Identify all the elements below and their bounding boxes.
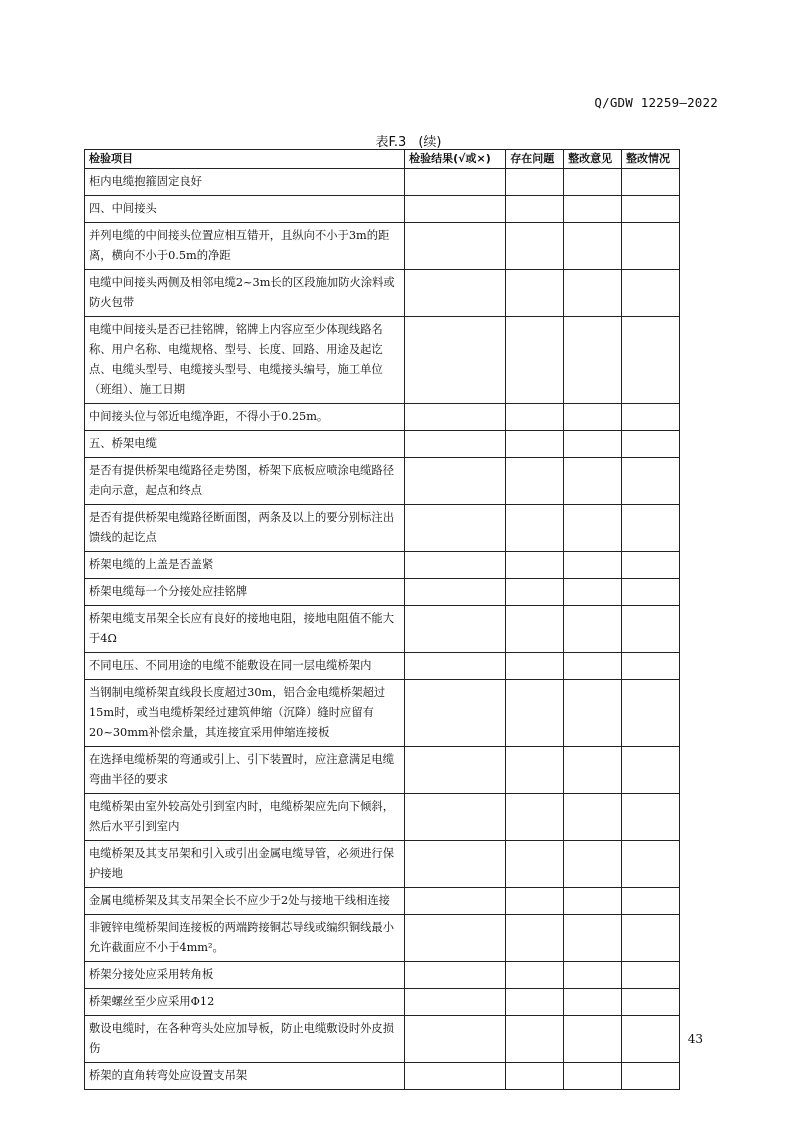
result-cell[interactable] bbox=[405, 579, 506, 606]
table-header-row bbox=[85, 150, 680, 169]
status-cell[interactable] bbox=[622, 169, 680, 196]
result-cell[interactable] bbox=[405, 505, 506, 552]
advice-cell[interactable] bbox=[564, 1063, 622, 1090]
issue-cell[interactable] bbox=[506, 606, 564, 653]
table-title-continued: (续) bbox=[418, 135, 442, 150]
issue-cell[interactable] bbox=[506, 962, 564, 989]
advice-cell[interactable] bbox=[564, 270, 622, 317]
inspection-item-cell: 电缆桥架由室外较高处引到室内时，电缆桥架应先向下倾斜，然后水平引到室内 bbox=[85, 794, 405, 841]
table-row bbox=[85, 841, 680, 888]
table-row bbox=[85, 317, 680, 404]
table-row bbox=[85, 606, 680, 653]
status-cell[interactable] bbox=[622, 196, 680, 223]
issue-cell[interactable] bbox=[506, 431, 564, 458]
status-cell[interactable] bbox=[622, 653, 680, 680]
inspection-item-cell: 是否有提供桥架电缆路径走势图，桥架下底板应喷涂电缆路径走向示意，起点和终点 bbox=[85, 458, 405, 505]
page-number: 43 bbox=[687, 1032, 703, 1046]
result-cell[interactable] bbox=[405, 1016, 506, 1063]
status-cell[interactable] bbox=[622, 680, 680, 747]
result-cell[interactable] bbox=[405, 169, 506, 196]
table-row bbox=[85, 579, 680, 606]
advice-cell[interactable] bbox=[564, 458, 622, 505]
table-row bbox=[85, 1016, 680, 1063]
result-cell[interactable] bbox=[405, 747, 506, 794]
result-cell[interactable] bbox=[405, 458, 506, 505]
issue-cell[interactable] bbox=[506, 505, 564, 552]
status-cell[interactable] bbox=[622, 888, 680, 915]
inspection-item-cell: 桥架电缆的上盖是否盖紧 bbox=[85, 552, 405, 579]
result-cell[interactable] bbox=[405, 653, 506, 680]
inspection-item-cell: 金属电缆桥架及其支吊架全长不应少于2处与接地干线相连接 bbox=[85, 888, 405, 915]
status-cell[interactable] bbox=[622, 505, 680, 552]
table-row bbox=[85, 270, 680, 317]
header-existing-issue: 存在问题 bbox=[506, 150, 564, 169]
result-cell[interactable] bbox=[405, 962, 506, 989]
result-cell[interactable] bbox=[405, 1063, 506, 1090]
issue-cell[interactable] bbox=[506, 989, 564, 1016]
table-row bbox=[85, 888, 680, 915]
status-cell[interactable] bbox=[622, 579, 680, 606]
inspection-item-cell: 非镀锌电缆桥架间连接板的两端跨接铜芯导线或编织铜线最小允许截面应不小于4mm²。 bbox=[85, 915, 405, 962]
advice-cell[interactable] bbox=[564, 680, 622, 747]
result-cell[interactable] bbox=[405, 404, 506, 431]
inspection-item-cell: 电缆中间接头是否已挂铭牌，铭牌上内容应至少体现线路名称、用户名称、电缆规格、型号、长度、回路、用途及起讫点、电缆头型号、电缆接头型号、电缆接头编号，施工单位（班组）、施工日期 bbox=[85, 317, 405, 404]
inspection-item-cell: 电缆桥架及其支吊架和引入或引出金属电缆导管，必须进行保护接地 bbox=[85, 841, 405, 888]
status-cell[interactable] bbox=[622, 1063, 680, 1090]
table-row bbox=[85, 431, 680, 458]
issue-cell[interactable] bbox=[506, 458, 564, 505]
advice-cell[interactable] bbox=[564, 841, 622, 888]
status-cell[interactable] bbox=[622, 1016, 680, 1063]
status-cell[interactable] bbox=[622, 794, 680, 841]
table-row bbox=[85, 404, 680, 431]
inspection-table bbox=[84, 149, 680, 1090]
issue-cell[interactable] bbox=[506, 888, 564, 915]
table-title bbox=[0, 131, 793, 150]
status-cell[interactable] bbox=[622, 458, 680, 505]
advice-cell[interactable] bbox=[564, 404, 622, 431]
table-row bbox=[85, 196, 680, 223]
table-row bbox=[85, 653, 680, 680]
issue-cell[interactable] bbox=[506, 1016, 564, 1063]
result-cell[interactable] bbox=[405, 794, 506, 841]
table-row bbox=[85, 680, 680, 747]
status-cell[interactable] bbox=[622, 404, 680, 431]
result-cell[interactable] bbox=[405, 989, 506, 1016]
issue-cell[interactable] bbox=[506, 552, 564, 579]
table-row bbox=[85, 794, 680, 841]
header-rectification-status: 整改情况 bbox=[622, 150, 680, 169]
result-cell[interactable] bbox=[405, 196, 506, 223]
inspection-item-cell: 桥架分接处应采用转角板 bbox=[85, 962, 405, 989]
inspection-item-cell: 桥架的直角转弯处应设置支吊架 bbox=[85, 1063, 405, 1090]
advice-cell[interactable] bbox=[564, 505, 622, 552]
advice-cell[interactable] bbox=[564, 915, 622, 962]
table-row bbox=[85, 915, 680, 962]
table-body bbox=[85, 169, 680, 1090]
result-cell[interactable] bbox=[405, 552, 506, 579]
advice-cell[interactable] bbox=[564, 552, 622, 579]
status-cell[interactable] bbox=[622, 915, 680, 962]
result-cell[interactable] bbox=[405, 915, 506, 962]
result-cell[interactable] bbox=[405, 431, 506, 458]
advice-cell[interactable] bbox=[564, 196, 622, 223]
issue-cell[interactable] bbox=[506, 680, 564, 747]
table-row bbox=[85, 552, 680, 579]
table-row bbox=[85, 747, 680, 794]
advice-cell[interactable] bbox=[564, 962, 622, 989]
status-cell[interactable] bbox=[622, 841, 680, 888]
issue-cell[interactable] bbox=[506, 223, 564, 270]
advice-cell[interactable] bbox=[564, 317, 622, 404]
issue-cell[interactable] bbox=[506, 747, 564, 794]
status-cell[interactable] bbox=[622, 317, 680, 404]
status-cell[interactable] bbox=[622, 989, 680, 1016]
table-row bbox=[85, 505, 680, 552]
issue-cell[interactable] bbox=[506, 169, 564, 196]
inspection-item-cell: 桥架电缆支吊架全长应有良好的接地电阻，接地电阻值不能大于4Ω bbox=[85, 606, 405, 653]
inspection-item-cell: 桥架电缆每一个分接处应挂铭牌 bbox=[85, 579, 405, 606]
status-cell[interactable] bbox=[622, 223, 680, 270]
inspection-item-cell: 电缆中间接头两侧及相邻电缆2~3m长的区段施加防火涂料或防火包带 bbox=[85, 270, 405, 317]
status-cell[interactable] bbox=[622, 552, 680, 579]
issue-cell[interactable] bbox=[506, 841, 564, 888]
inspection-item-cell: 是否有提供桥架电缆路径断面图，两条及以上的要分别标注出馈线的起讫点 bbox=[85, 505, 405, 552]
table-row bbox=[85, 962, 680, 989]
table-row bbox=[85, 989, 680, 1016]
advice-cell[interactable] bbox=[564, 888, 622, 915]
issue-cell[interactable] bbox=[506, 1063, 564, 1090]
advice-cell[interactable] bbox=[564, 653, 622, 680]
advice-cell[interactable] bbox=[564, 794, 622, 841]
advice-cell[interactable] bbox=[564, 431, 622, 458]
issue-cell[interactable] bbox=[506, 317, 564, 404]
table-row bbox=[85, 169, 680, 196]
table-title-label: 表F.3 bbox=[375, 135, 407, 150]
result-cell[interactable] bbox=[405, 606, 506, 653]
inspection-item-cell: 柜内电缆抱箍固定良好 bbox=[85, 169, 405, 196]
status-cell[interactable] bbox=[622, 431, 680, 458]
issue-cell[interactable] bbox=[506, 404, 564, 431]
result-cell[interactable] bbox=[405, 841, 506, 888]
inspection-item-cell: 敷设电缆时，在各种弯头处应加导板，防止电缆敷设时外皮损伤 bbox=[85, 1016, 405, 1063]
issue-cell[interactable] bbox=[506, 579, 564, 606]
issue-cell[interactable] bbox=[506, 653, 564, 680]
table-row bbox=[85, 223, 680, 270]
header-inspection-item: 检验项目 bbox=[85, 150, 405, 169]
inspection-item-cell: 当钢制电缆桥架直线段长度超过30m，铝合金电缆桥架超过15m时，或当电缆桥架经过建筑伸缩（沉降）缝时应留有20~30mm补偿余量，其连接宜采用伸缩连接板 bbox=[85, 680, 405, 747]
header-inspection-result: 检验结果(√或×) bbox=[405, 150, 506, 169]
status-cell[interactable] bbox=[622, 606, 680, 653]
issue-cell[interactable] bbox=[506, 794, 564, 841]
table-row bbox=[85, 1063, 680, 1090]
issue-cell[interactable] bbox=[506, 196, 564, 223]
advice-cell[interactable] bbox=[564, 606, 622, 653]
result-cell[interactable] bbox=[405, 888, 506, 915]
status-cell[interactable] bbox=[622, 962, 680, 989]
table-row bbox=[85, 458, 680, 505]
advice-cell[interactable] bbox=[564, 747, 622, 794]
issue-cell[interactable] bbox=[506, 270, 564, 317]
result-cell[interactable] bbox=[405, 270, 506, 317]
inspection-item-cell: 四、中间接头 bbox=[85, 196, 405, 223]
status-cell[interactable] bbox=[622, 270, 680, 317]
inspection-item-cell: 在选择电缆桥架的弯通或引上、引下装置时，应注意满足电缆弯曲半径的要求 bbox=[85, 747, 405, 794]
inspection-item-cell: 五、桥架电缆 bbox=[85, 431, 405, 458]
advice-cell[interactable] bbox=[564, 169, 622, 196]
inspection-item-cell: 桥架螺丝至少应采用Φ12 bbox=[85, 989, 405, 1016]
header-rectification-advice: 整改意见 bbox=[564, 150, 622, 169]
inspection-item-cell: 并列电缆的中间接头位置应相互错开，且纵向不小于3m的距离，横向不小于0.5m的净距 bbox=[85, 223, 405, 270]
inspection-item-cell: 不同电压、不同用途的电缆不能敷设在同一层电缆桥架内 bbox=[85, 653, 405, 680]
document-code: Q/GDW 12259—2022 bbox=[594, 95, 718, 110]
status-cell[interactable] bbox=[622, 747, 680, 794]
issue-cell[interactable] bbox=[506, 915, 564, 962]
advice-cell[interactable] bbox=[564, 989, 622, 1016]
advice-cell[interactable] bbox=[564, 579, 622, 606]
advice-cell[interactable] bbox=[564, 223, 622, 270]
advice-cell[interactable] bbox=[564, 1016, 622, 1063]
result-cell[interactable] bbox=[405, 223, 506, 270]
inspection-item-cell: 中间接头位与邻近电缆净距，不得小于0.25m。 bbox=[85, 404, 405, 431]
result-cell[interactable] bbox=[405, 680, 506, 747]
result-cell[interactable] bbox=[405, 317, 506, 404]
